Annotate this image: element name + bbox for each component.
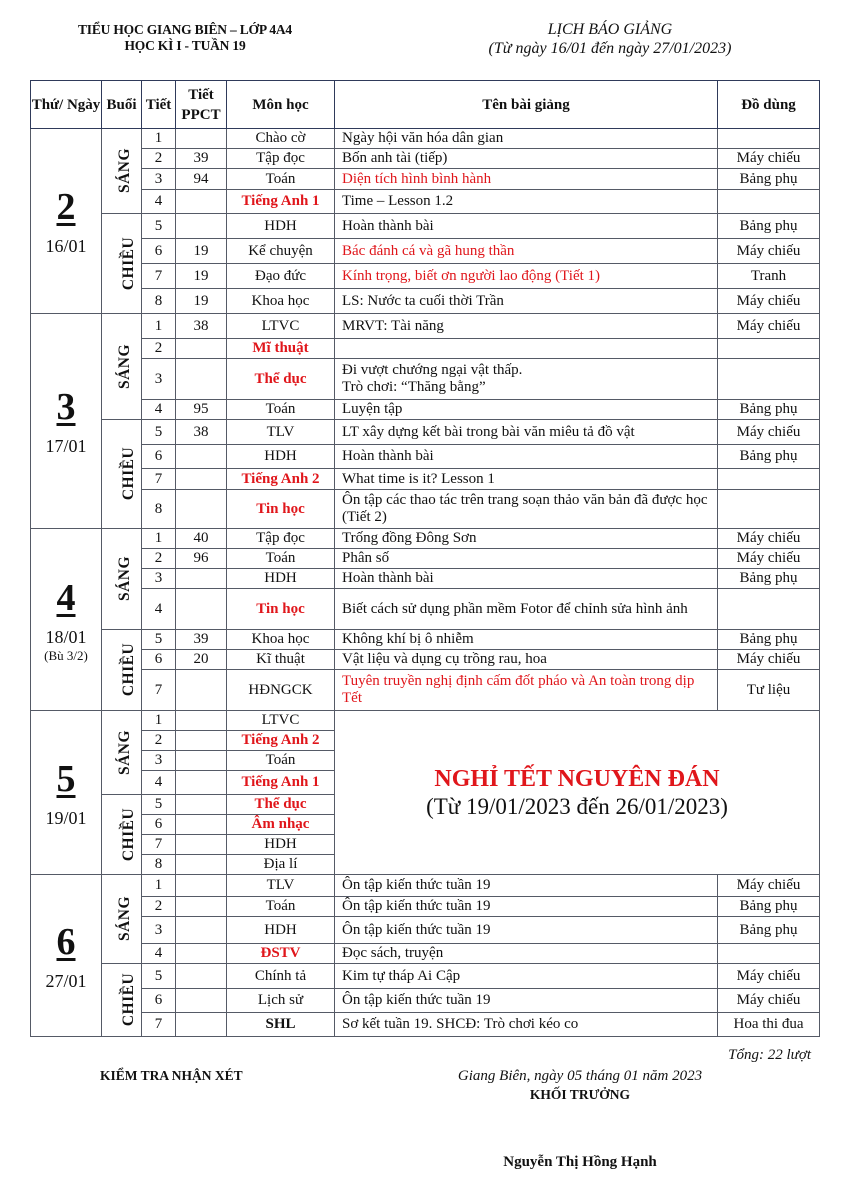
period-cell: 2 xyxy=(142,731,176,751)
ppct-cell xyxy=(176,964,227,989)
table-row xyxy=(31,917,820,944)
lesson-cell: Ôn tập kiến thức tuần 19 xyxy=(335,897,718,917)
day-number: 4 xyxy=(56,576,76,619)
table-row xyxy=(31,359,820,400)
session-label: SÁNG xyxy=(116,343,134,389)
table-row xyxy=(31,670,820,711)
equipment-cell xyxy=(718,359,820,400)
equipment-cell: Bảng phụ xyxy=(718,569,820,589)
period-cell: 1 xyxy=(142,314,176,339)
equipment-cell xyxy=(718,190,820,214)
subject-cell: Tập đọc xyxy=(227,149,335,169)
day-cell xyxy=(31,875,102,1037)
subject-cell: Đạo đức xyxy=(227,264,335,289)
table-row xyxy=(31,1013,820,1037)
ppct-cell xyxy=(176,589,227,630)
col-header-subject: Môn học xyxy=(227,81,335,129)
equipment-cell xyxy=(718,469,820,490)
lesson-cell: Hoàn thành bài xyxy=(335,445,718,469)
period-cell: 8 xyxy=(142,490,176,529)
lesson-cell: Phân số xyxy=(335,549,718,569)
period-cell: 1 xyxy=(142,711,176,731)
ppct-cell xyxy=(176,670,227,711)
equipment-cell xyxy=(718,490,820,529)
table-row xyxy=(31,549,820,569)
period-cell: 3 xyxy=(142,751,176,771)
lesson-cell: Ôn tập kiến thức tuần 19 xyxy=(335,989,718,1013)
ppct-cell: 39 xyxy=(176,630,227,650)
day-cell xyxy=(31,529,102,711)
period-cell: 2 xyxy=(142,897,176,917)
table-row xyxy=(31,469,820,490)
col-header-equipment: Đồ dùng xyxy=(718,81,820,129)
lesson-cell: Ngày hội văn hóa dân gian xyxy=(335,129,718,149)
equipment-cell xyxy=(718,339,820,359)
lesson-cell: Diện tích hình bình hành xyxy=(335,169,718,190)
subject-cell: Lịch sử xyxy=(227,989,335,1013)
ppct-cell xyxy=(176,897,227,917)
period-cell: 8 xyxy=(142,855,176,875)
subject-cell: HDH xyxy=(227,445,335,469)
session-cell xyxy=(102,711,142,795)
lesson-cell: LT xây dựng kết bài trong bài văn miêu tả đồ vật xyxy=(335,420,718,445)
equipment-cell: Bảng phụ xyxy=(718,917,820,944)
ppct-cell xyxy=(176,944,227,964)
ppct-cell xyxy=(176,1013,227,1037)
equipment-cell: Bảng phụ xyxy=(718,400,820,420)
table-row xyxy=(31,314,820,339)
lesson-cell: Đọc sách, truyện xyxy=(335,944,718,964)
equipment-cell: Máy chiếu xyxy=(718,650,820,670)
lesson-cell: Vật liệu và dụng cụ trồng rau, hoa xyxy=(335,650,718,670)
table-row xyxy=(31,529,820,549)
subject-cell: Tiếng Anh 1 xyxy=(227,771,335,795)
period-cell: 4 xyxy=(142,190,176,214)
day-note: (Bù 3/2) xyxy=(44,647,88,663)
equipment-cell: Bảng phụ xyxy=(718,214,820,239)
ppct-cell xyxy=(176,815,227,835)
subject-cell: Kĩ thuật xyxy=(227,650,335,670)
equipment-cell: Tư liệu xyxy=(718,670,820,711)
day-date: 27/01 xyxy=(45,970,87,991)
lesson-cell: Hoàn thành bài xyxy=(335,214,718,239)
subject-cell: HDH xyxy=(227,835,335,855)
session-cell xyxy=(102,630,142,711)
holiday-range: (Từ 19/01/2023 đến 26/01/2023) xyxy=(426,793,728,819)
session-cell xyxy=(102,129,142,214)
document-header xyxy=(400,20,820,58)
period-cell: 6 xyxy=(142,989,176,1013)
period-cell: 3 xyxy=(142,569,176,589)
ppct-cell xyxy=(176,359,227,400)
table-row xyxy=(31,149,820,169)
ppct-cell: 19 xyxy=(176,264,227,289)
session-label: SÁNG xyxy=(116,555,134,602)
period-cell: 5 xyxy=(142,630,176,650)
lesson-cell xyxy=(335,339,718,359)
subject-cell: Toán xyxy=(227,400,335,420)
ppct-cell xyxy=(176,751,227,771)
equipment-cell: Máy chiếu xyxy=(718,875,820,897)
term-label: HỌC KÌ I - TUẦN 19 xyxy=(124,38,246,53)
period-cell: 4 xyxy=(142,400,176,420)
period-cell: 2 xyxy=(142,339,176,359)
day-cell xyxy=(31,314,102,529)
lesson-cell: Tuyên truyền nghị định cấm đốt pháo và An toàn trong dịp Tết xyxy=(335,670,718,711)
session-cell xyxy=(102,529,142,630)
period-cell: 6 xyxy=(142,445,176,469)
session-label: CHIỀU xyxy=(120,446,138,501)
table-row xyxy=(31,129,820,149)
period-cell: 4 xyxy=(142,771,176,795)
subject-cell: Toán xyxy=(227,549,335,569)
equipment-cell: Máy chiếu xyxy=(718,239,820,264)
lesson-cell: LS: Nước ta cuối thời Trần xyxy=(335,289,718,314)
period-cell: 6 xyxy=(142,815,176,835)
period-cell: 8 xyxy=(142,289,176,314)
table-row xyxy=(31,650,820,670)
period-cell: 4 xyxy=(142,944,176,964)
session-label: CHIỀU xyxy=(120,236,138,290)
lesson-cell: Bác đánh cá và gã hung thần xyxy=(335,239,718,264)
table-row xyxy=(31,964,820,989)
session-label: SÁNG xyxy=(116,147,134,194)
ppct-cell xyxy=(176,490,227,529)
check-label: KIỂM TRA NHẬN XÉT xyxy=(100,1068,243,1083)
table-row xyxy=(31,214,820,239)
table-row xyxy=(31,989,820,1013)
period-cell: 4 xyxy=(142,589,176,630)
lesson-cell: Time – Lesson 1.2 xyxy=(335,190,718,214)
subject-cell: LTVC xyxy=(227,314,335,339)
subject-cell: Chào cờ xyxy=(227,129,335,149)
lesson-cell: MRVT: Tài năng xyxy=(335,314,718,339)
ppct-cell: 94 xyxy=(176,169,227,190)
equipment-cell: Tranh xyxy=(718,264,820,289)
equipment-cell: Máy chiếu xyxy=(718,549,820,569)
equipment-cell xyxy=(718,589,820,630)
subject-cell: Tiếng Anh 2 xyxy=(227,469,335,490)
day-number: 3 xyxy=(56,386,76,428)
col-header-session: Buổi xyxy=(102,81,142,129)
subject-cell: Khoa học xyxy=(227,630,335,650)
period-cell: 7 xyxy=(142,469,176,490)
subject-cell: TLV xyxy=(227,875,335,897)
table-row xyxy=(31,875,820,897)
table-row xyxy=(31,264,820,289)
subject-cell: Tiếng Anh 2 xyxy=(227,731,335,751)
subject-cell: Mĩ thuật xyxy=(227,339,335,359)
ppct-cell: 95 xyxy=(176,400,227,420)
table-row xyxy=(31,569,820,589)
day-date: 16/01 xyxy=(45,236,87,256)
ppct-cell xyxy=(176,190,227,214)
period-cell: 6 xyxy=(142,650,176,670)
period-cell: 7 xyxy=(142,1013,176,1037)
subject-cell: Toán xyxy=(227,897,335,917)
col-header-day: Thứ/ Ngày xyxy=(31,81,102,129)
subject-cell: Tin học xyxy=(227,490,335,529)
table-row xyxy=(31,711,820,731)
schedule-body xyxy=(31,129,820,1037)
ppct-cell: 38 xyxy=(176,314,227,339)
equipment-cell: Hoa thi đua xyxy=(718,1013,820,1037)
ppct-cell: 19 xyxy=(176,239,227,264)
ppct-cell xyxy=(176,875,227,897)
table-row xyxy=(31,420,820,445)
equipment-cell: Máy chiếu xyxy=(718,989,820,1013)
subject-cell: Toán xyxy=(227,169,335,190)
ppct-cell xyxy=(176,339,227,359)
head-title: KHỐI TRƯỞNG xyxy=(529,1087,631,1102)
ppct-cell xyxy=(176,731,227,751)
subject-cell: Chính tả xyxy=(227,964,335,989)
period-cell: 7 xyxy=(142,835,176,855)
subject-cell: LTVC xyxy=(227,711,335,731)
table-header-row xyxy=(31,81,820,129)
period-cell: 5 xyxy=(142,795,176,815)
lesson-cell: Kính trọng, biết ơn người lao động (Tiết 1) xyxy=(335,264,718,289)
subject-cell: Thể dục xyxy=(227,359,335,400)
subject-cell: Khoa học xyxy=(227,289,335,314)
table-row xyxy=(31,339,820,359)
subject-cell: Kể chuyện xyxy=(227,239,335,264)
table-row xyxy=(31,239,820,264)
lesson-cell: Đi vượt chướng ngại vật thấp. Trò chơi: “Thăng bằng” xyxy=(335,359,718,400)
period-cell: 1 xyxy=(142,129,176,149)
period-cell: 2 xyxy=(142,549,176,569)
period-cell: 1 xyxy=(142,529,176,549)
subject-cell: Thể dục xyxy=(227,795,335,815)
day-number: 6 xyxy=(56,920,76,963)
subject-cell: Toán xyxy=(227,751,335,771)
subject-cell: HDH xyxy=(227,569,335,589)
school-header xyxy=(40,22,330,54)
table-row xyxy=(31,630,820,650)
period-cell: 2 xyxy=(142,149,176,169)
holiday-notice xyxy=(335,711,820,875)
day-number: 2 xyxy=(56,186,76,228)
subject-cell: Tiếng Anh 1 xyxy=(227,190,335,214)
subject-cell: HĐNGCK xyxy=(227,670,335,711)
period-cell: 1 xyxy=(142,875,176,897)
equipment-cell: Máy chiếu xyxy=(718,314,820,339)
lesson-cell: Ôn tập kiến thức tuần 19 xyxy=(335,875,718,897)
equipment-cell xyxy=(718,129,820,149)
period-cell: 7 xyxy=(142,670,176,711)
ppct-cell: 38 xyxy=(176,420,227,445)
ppct-cell xyxy=(176,469,227,490)
col-header-ppct: Tiết PPCT xyxy=(176,81,227,129)
ppct-cell xyxy=(176,917,227,944)
subject-cell: SHL xyxy=(227,1013,335,1037)
ppct-cell xyxy=(176,771,227,795)
ppct-cell xyxy=(176,569,227,589)
day-cell xyxy=(31,129,102,314)
ppct-cell xyxy=(176,445,227,469)
subject-cell: HDH xyxy=(227,214,335,239)
table-row xyxy=(31,169,820,190)
session-cell xyxy=(102,420,142,529)
session-cell xyxy=(102,795,142,875)
session-cell xyxy=(102,875,142,964)
session-label: SÁNG xyxy=(116,895,134,942)
ppct-cell: 40 xyxy=(176,529,227,549)
subject-cell: ĐSTV xyxy=(227,944,335,964)
signer-name: Nguyễn Thị Hồng Hạnh xyxy=(503,1154,657,1170)
session-label: CHIỀU xyxy=(120,807,138,861)
subject-cell: Âm nhạc xyxy=(227,815,335,835)
lesson-cell: Biết cách sử dụng phần mềm Fotor để chỉnh sửa hình ảnh xyxy=(335,589,718,630)
ppct-cell xyxy=(176,711,227,731)
equipment-cell: Bảng phụ xyxy=(718,630,820,650)
period-cell: 3 xyxy=(142,917,176,944)
period-cell: 5 xyxy=(142,964,176,989)
period-cell: 5 xyxy=(142,420,176,445)
equipment-cell: Máy chiếu xyxy=(718,529,820,549)
ppct-cell: 96 xyxy=(176,549,227,569)
lesson-cell: Ôn tập kiến thức tuần 19 xyxy=(335,917,718,944)
document-date-range: (Từ ngày 16/01 đến ngày 27/01/2023) xyxy=(488,40,732,57)
ppct-cell xyxy=(176,214,227,239)
session-cell xyxy=(102,314,142,420)
lesson-cell: Sơ kết tuần 19. SHCĐ: Trò chơi kéo co xyxy=(335,1013,718,1037)
lesson-cell: Hoàn thành bài xyxy=(335,569,718,589)
col-header-period: Tiết xyxy=(142,81,176,129)
session-cell xyxy=(102,964,142,1037)
equipment-cell: Bảng phụ xyxy=(718,445,820,469)
ppct-cell: 19 xyxy=(176,289,227,314)
day-date: 18/01 xyxy=(45,626,87,647)
day-date: 19/01 xyxy=(45,807,87,828)
session-label: CHIỀU xyxy=(120,642,138,697)
day-number: 5 xyxy=(56,757,76,800)
ppct-cell xyxy=(176,129,227,149)
lesson-cell: Bốn anh tài (tiếp) xyxy=(335,149,718,169)
equipment-cell xyxy=(718,944,820,964)
ppct-cell xyxy=(176,989,227,1013)
table-row xyxy=(31,190,820,214)
period-cell: 7 xyxy=(142,264,176,289)
equipment-cell: Máy chiếu xyxy=(718,420,820,445)
ppct-cell: 20 xyxy=(176,650,227,670)
ppct-cell: 39 xyxy=(176,149,227,169)
table-row xyxy=(31,897,820,917)
table-row xyxy=(31,944,820,964)
ppct-cell xyxy=(176,855,227,875)
lesson-cell: Luyện tập xyxy=(335,400,718,420)
subject-cell: HDH xyxy=(227,917,335,944)
subject-cell: Địa lí xyxy=(227,855,335,875)
lesson-cell: Kim tự tháp Ai Cập xyxy=(335,964,718,989)
document-title: LỊCH BÁO GIẢNG xyxy=(547,21,673,38)
subject-cell: Tập đọc xyxy=(227,529,335,549)
lesson-cell: Trống đồng Đông Sơn xyxy=(335,529,718,549)
period-cell: 3 xyxy=(142,359,176,400)
period-cell: 3 xyxy=(142,169,176,190)
equipment-cell: Máy chiếu xyxy=(718,149,820,169)
subject-cell: Tin học xyxy=(227,589,335,630)
session-label: CHIỀU xyxy=(120,972,138,1027)
school-name: TIỂU HỌC GIANG BIÊN – LỚP 4A4 xyxy=(78,22,292,37)
equipment-cell: Máy chiếu xyxy=(718,289,820,314)
table-row xyxy=(31,490,820,529)
subject-cell: TLV xyxy=(227,420,335,445)
holiday-title: NGHỈ TẾT NGUYÊN ĐÁN xyxy=(434,765,720,792)
lesson-cell: Ôn tập các thao tác trên trang soạn thảo văn bản đã được học (Tiết 2) xyxy=(335,490,718,529)
lesson-cell: Không khí bị ô nhiễm xyxy=(335,630,718,650)
table-row xyxy=(31,400,820,420)
ppct-cell xyxy=(176,835,227,855)
period-cell: 6 xyxy=(142,239,176,264)
place-date: Giang Biên, ngày 05 tháng 01 năm 2023 xyxy=(457,1068,703,1084)
equipment-cell: Bảng phụ xyxy=(718,169,820,190)
equipment-cell: Máy chiếu xyxy=(718,964,820,989)
table-row xyxy=(31,589,820,630)
period-cell: 5 xyxy=(142,214,176,239)
equipment-cell: Bảng phụ xyxy=(718,897,820,917)
session-label: SÁNG xyxy=(116,729,134,775)
day-date: 17/01 xyxy=(45,436,87,456)
ppct-cell xyxy=(176,795,227,815)
schedule-table xyxy=(30,80,820,1037)
total-count: Tổng: 22 lượt xyxy=(728,1047,811,1063)
table-row xyxy=(31,289,820,314)
lesson-cell: What time is it? Lesson 1 xyxy=(335,469,718,490)
session-cell xyxy=(102,214,142,314)
col-header-lesson: Tên bài giảng xyxy=(335,81,718,129)
table-row xyxy=(31,445,820,469)
day-cell xyxy=(31,711,102,875)
